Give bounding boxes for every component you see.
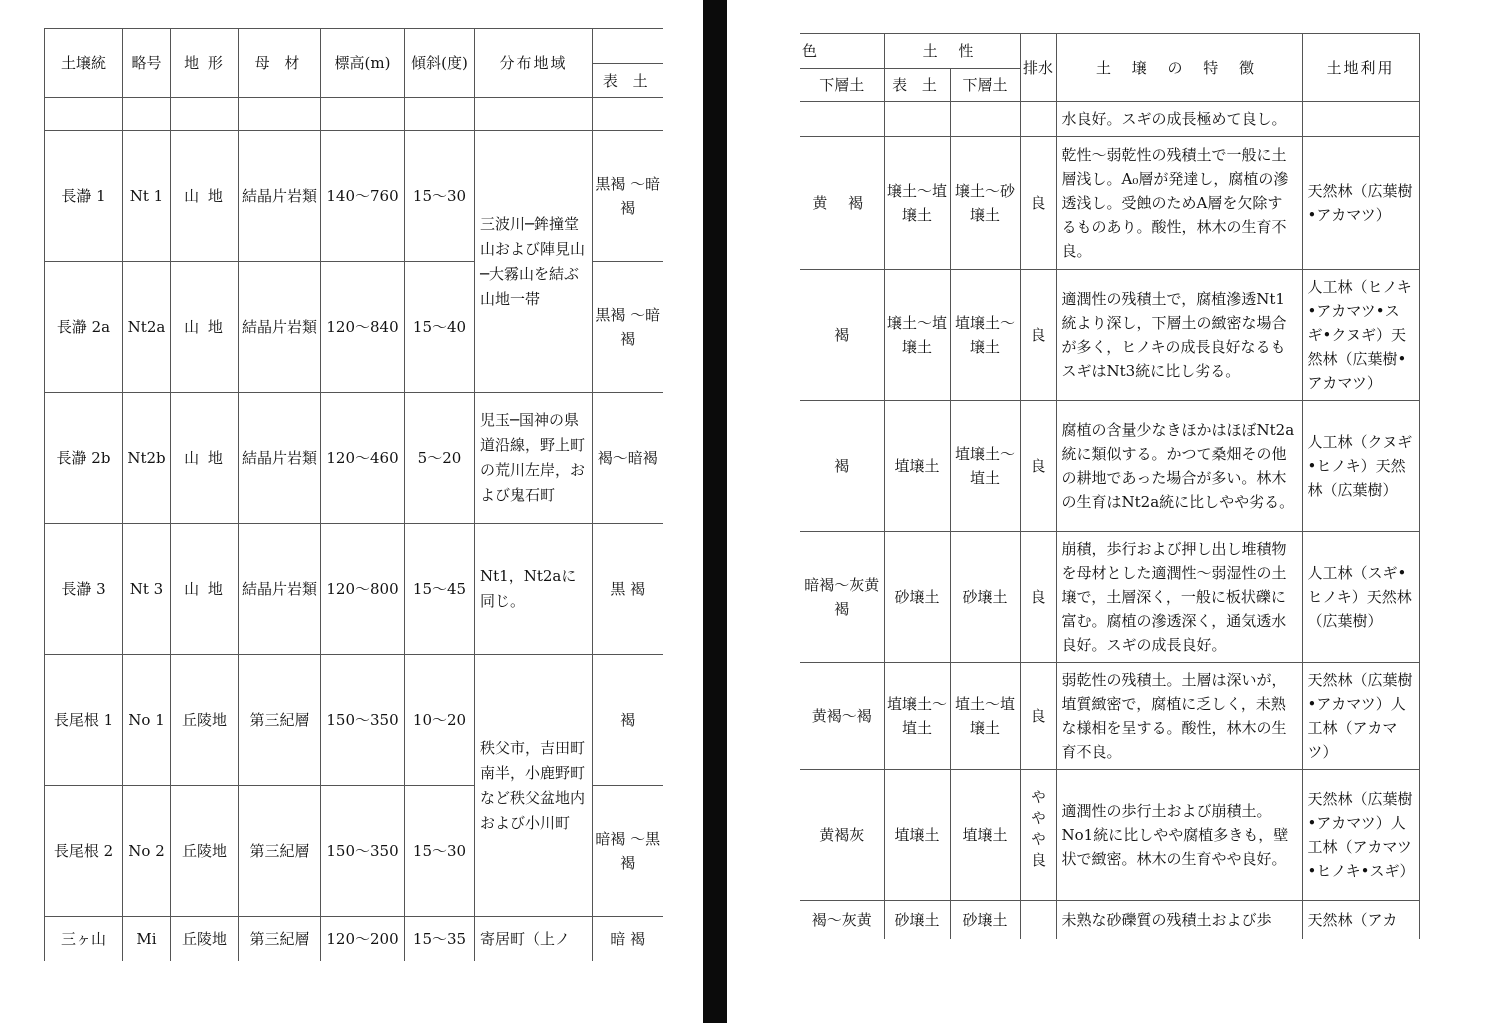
parent-material: 結晶片岩類 — [239, 393, 321, 524]
soil-name: 長瀞 2b — [45, 393, 123, 524]
table-row — [800, 901, 1419, 940]
header-landform: 地 形 — [171, 29, 239, 98]
soil-name: 長尾根 2 — [45, 786, 123, 917]
table-row — [800, 770, 1419, 901]
table-row — [45, 917, 663, 962]
header-landuse: 土地利用 — [1302, 34, 1419, 102]
soil-name: 長瀞 2a — [45, 262, 123, 393]
header-features: 土 壌 の 特 徴 — [1056, 34, 1302, 102]
landform: 山 地 — [171, 393, 239, 524]
table-row — [800, 532, 1419, 663]
soil-name: 三ヶ山 — [45, 917, 123, 962]
header-elevation: 標高(m) — [321, 29, 405, 98]
soil-name: 長瀞 3 — [45, 524, 123, 655]
drainage — [1020, 901, 1056, 940]
topsoil-texture: 埴壌土 — [884, 770, 950, 901]
soil-feature: 腐植の含量少なきほかはほぼNt2a統に類似する。かつて桑畑その他の耕地であった場合が多い。林木の生育はNt2a統に比しやや劣る。 — [1056, 401, 1302, 532]
slope: 15〜45 — [405, 524, 475, 655]
header-subsoil: 下層土 — [950, 69, 1020, 102]
soil-feature: 未熟な砂礫質の残積土および歩 — [1056, 901, 1302, 940]
table-row — [800, 270, 1419, 401]
table-row — [45, 393, 663, 524]
subsoil-texture: 砂壌土 — [950, 901, 1020, 940]
table-row — [45, 655, 663, 786]
header-color: 色 — [800, 34, 884, 69]
header-slope: 傾斜(度) — [405, 29, 475, 98]
table-row — [45, 524, 663, 655]
elevation: 150〜350 — [321, 655, 405, 786]
elevation: 120〜460 — [321, 393, 405, 524]
subsoil-texture: 砂壌土 — [950, 532, 1020, 663]
parent-material: 結晶片岩類 — [239, 262, 321, 393]
soil-code: No 1 — [123, 655, 171, 786]
subsoil-color: 褐〜灰黄 — [800, 901, 884, 940]
land-use: 人工林（クヌギ•ヒノキ）天然林（広葉樹） — [1302, 401, 1419, 532]
soil-code: Nt 3 — [123, 524, 171, 655]
soil-feature: 崩積，歩行および押し出し堆積物を母材とした適潤性〜弱湿性の土壌で，土層深く，一般に板状礫に富む。腐植の滲透深く，通気透水良好。スギの成長良好。 — [1056, 532, 1302, 663]
landform: 丘陵地 — [171, 786, 239, 917]
slope: 15〜30 — [405, 131, 475, 262]
distribution-region: Nt1，Nt2aに同じ。 — [475, 524, 593, 655]
elevation: 120〜800 — [321, 524, 405, 655]
table-row — [800, 137, 1419, 270]
table-row — [800, 401, 1419, 532]
topsoil-color: 褐 — [593, 655, 663, 786]
header-color-blank — [593, 29, 663, 64]
subsoil-texture: 埴壌土〜埴土 — [950, 401, 1020, 532]
distribution-region: 寄居町（上ノ — [475, 917, 593, 962]
header-distribution: 分布地域 — [475, 29, 593, 98]
land-use: 天然林（広葉樹•アカマツ） — [1302, 137, 1419, 270]
topsoil-texture: 砂壌土 — [884, 532, 950, 663]
topsoil-texture: 砂壌土 — [884, 901, 950, 940]
header-subsoil-color: 下層土 — [800, 69, 884, 102]
soil-table-left — [44, 28, 663, 961]
topsoil-color: 黒 褐 — [593, 524, 663, 655]
subsoil-texture: 埴壌土 — [950, 770, 1020, 901]
soil-code: Nt 1 — [123, 131, 171, 262]
topsoil-color: 黒褐 〜暗褐 — [593, 262, 663, 393]
header-row — [800, 34, 1419, 69]
spacer-row — [45, 98, 663, 131]
distribution-region: 三波川─鉾撞堂山および陣見山─大霧山を結ぶ山地一帯 — [475, 131, 593, 393]
land-use: 人工林（ヒノキ•アカマツ•スギ•クヌギ）天然林（広葉樹•アカマツ） — [1302, 270, 1419, 401]
parent-material: 第三紀層 — [239, 917, 321, 962]
soil-feature: 適潤性の歩行土および崩積土。No1統に比しやや腐植多きも，壁状で緻密。林木の生育やや良好。 — [1056, 770, 1302, 901]
soil-feature: 適潤性の残積土で，腐植滲透Nt1統より深し，下層土の緻密な場合が多く，ヒノキの成長良好なるもスギはNt3統に比し劣る。 — [1056, 270, 1302, 401]
soil-name: 長瀞 1 — [45, 131, 123, 262]
header-soil-property: 土 性 — [884, 34, 1020, 69]
landform: 丘陵地 — [171, 655, 239, 786]
drainage: 良 — [1020, 532, 1056, 663]
landform: 山 地 — [171, 131, 239, 262]
parent-material: 第三紀層 — [239, 786, 321, 917]
slope: 5〜20 — [405, 393, 475, 524]
slope: 15〜40 — [405, 262, 475, 393]
soil-code: Mi — [123, 917, 171, 962]
soil-code: Nt2a — [123, 262, 171, 393]
topsoil-color: 暗 褐 — [593, 917, 663, 962]
landform: 山 地 — [171, 262, 239, 393]
land-use: 天然林（広葉樹•アカマツ）人工林（アカマツ） — [1302, 663, 1419, 770]
subsoil-color: 褐 — [800, 401, 884, 532]
topsoil-color: 黒褐 〜暗褐 — [593, 131, 663, 262]
soil-code: Nt2b — [123, 393, 171, 524]
soil-feature: 水良好。スギの成長極めて良し。 — [1056, 102, 1302, 137]
elevation: 140〜760 — [321, 131, 405, 262]
soil-table-right — [800, 33, 1420, 939]
page-gutter — [703, 0, 727, 1023]
subsoil-texture: 埴壌土〜壌土 — [950, 270, 1020, 401]
header-code: 略号 — [123, 29, 171, 98]
header-soil-series: 土壌統 — [45, 29, 123, 98]
header-topsoil: 表 土 — [593, 64, 663, 98]
soil-feature: 乾性〜弱乾性の残積土で一般に土層浅し。A₀層が発達し，腐植の滲透浅し。受蝕のためA層を欠除するものあり。酸性，林木の生育不良。 — [1056, 137, 1302, 270]
subsoil-color: 黄褐〜褐 — [800, 663, 884, 770]
slope: 15〜30 — [405, 786, 475, 917]
topsoil-texture: 壌土〜埴壌土 — [884, 137, 950, 270]
slope: 10〜20 — [405, 655, 475, 786]
topsoil-texture: 埴壌土〜埴土 — [884, 663, 950, 770]
soil-code: No 2 — [123, 786, 171, 917]
topsoil-texture: 埴壌土 — [884, 401, 950, 532]
drainage: 良 — [1020, 663, 1056, 770]
soil-name: 長尾根 1 — [45, 655, 123, 786]
soil-feature: 弱乾性の残積土。土層は深いが，埴質緻密で，腐植に乏しく，未熟な様相を呈する。酸性，林木の生育不良。 — [1056, 663, 1302, 770]
landform: 山 地 — [171, 524, 239, 655]
land-use: 人工林（スギ•ヒノキ）天然林（広葉樹） — [1302, 532, 1419, 663]
land-use: 天然林（広葉樹•アカマツ）人工林（アカマツ•ヒノキ•スギ） — [1302, 770, 1419, 901]
drainage — [1020, 770, 1056, 901]
landform: 丘陵地 — [171, 917, 239, 962]
subsoil-color: 黄 褐 — [800, 137, 884, 270]
table-row — [800, 663, 1419, 770]
subsoil-color: 暗褐〜灰黄褐 — [800, 532, 884, 663]
header-row — [45, 29, 663, 64]
table-row — [800, 102, 1419, 137]
slope: 15〜35 — [405, 917, 475, 962]
topsoil-color: 暗褐 〜黒褐 — [593, 786, 663, 917]
table-row — [45, 131, 663, 262]
elevation: 150〜350 — [321, 786, 405, 917]
parent-material: 結晶片岩類 — [239, 524, 321, 655]
drainage: 良 — [1020, 401, 1056, 532]
drainage: 良 — [1020, 270, 1056, 401]
elevation: 120〜840 — [321, 262, 405, 393]
land-use: 天然林（アカ — [1302, 901, 1419, 940]
subsoil-color: 黄褐灰 — [800, 770, 884, 901]
subsoil-color: 褐 — [800, 270, 884, 401]
subsoil-texture: 埴土〜埴壌土 — [950, 663, 1020, 770]
topsoil-color: 褐〜暗褐 — [593, 393, 663, 524]
header-parent-material: 母 材 — [239, 29, 321, 98]
drainage-text: ややや良 — [1029, 788, 1047, 873]
elevation: 120〜200 — [321, 917, 405, 962]
drainage: 良 — [1020, 137, 1056, 270]
parent-material: 第三紀層 — [239, 655, 321, 786]
parent-material: 結晶片岩類 — [239, 131, 321, 262]
header-drainage: 排水 — [1020, 34, 1056, 102]
distribution-region: 児玉─国神の県道沿線，野上町の荒川左岸，および鬼石町 — [475, 393, 593, 524]
topsoil-texture: 壌土〜埴壌土 — [884, 270, 950, 401]
distribution-region: 秩父市，吉田町南半，小鹿野町など秩父盆地内および小川町 — [475, 655, 593, 917]
subsoil-texture: 壌土〜砂壌土 — [950, 137, 1020, 270]
header-topsoil: 表 土 — [884, 69, 950, 102]
